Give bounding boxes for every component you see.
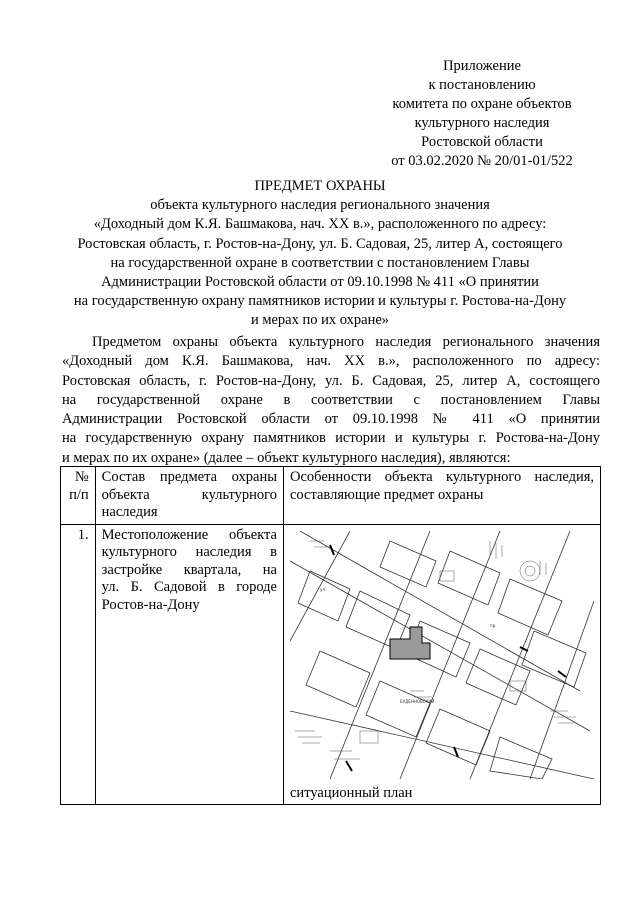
header-cell-features: Особенности объекта культурного наследия, составляющие предмет охраны bbox=[284, 467, 601, 525]
appendix-line: культурного наследия bbox=[414, 115, 550, 131]
appendix-header bbox=[362, 57, 602, 171]
appendix-line: Ростовской области bbox=[421, 134, 543, 150]
table-row bbox=[61, 524, 601, 805]
title-line: «Доходный дом К.Я. Башмакова, нач. ХХ в.», расположенного по адресу: bbox=[93, 216, 547, 233]
header-cell-composition: Состав предмета охраны объекта культурного наследия bbox=[95, 467, 283, 525]
svg-text:БУДЕННОВСКИЙ: БУДЕННОВСКИЙ bbox=[400, 698, 435, 704]
svg-text:ул.: ул. bbox=[320, 586, 327, 592]
title-line: на государственной охране в соответствии с постановлением Главы bbox=[110, 254, 530, 271]
title-line: Ростовская область, г. Ростов-на-Дону, ул. Б. Садовая, 25, литер А, состоящего bbox=[77, 235, 563, 252]
document-heading: ПРЕДМЕТ ОХРАНЫ bbox=[254, 178, 386, 194]
body-line: Администрации Ростовской области от 09.10.1998 № 411 «О принятии bbox=[62, 411, 600, 428]
situation-plan-map bbox=[290, 531, 594, 779]
title-line: Администрации Ростовской области от 09.10.1998 № 411 «О принятии bbox=[101, 274, 539, 291]
appendix-line: комитета по охране объектов bbox=[392, 96, 572, 112]
row-composition: Местоположение объекта культурного наследия в застройке квартала, на ул. Б. Садовой в городе Ростов-на-Дону bbox=[95, 524, 283, 805]
title-line: и мерах по их охране» bbox=[250, 312, 390, 329]
row-features bbox=[284, 524, 601, 805]
title-line: на государственную охрану памятников истории и культуры г. Ростова-на-Дону bbox=[73, 293, 567, 310]
body-line: и мерах по их охране» (далее – объект культурного наследия), являются: bbox=[62, 449, 511, 466]
body-line: на государственной охране в соответствии с постановлением Главы bbox=[62, 391, 600, 408]
body-line: «Доходный дом К.Я. Башмакова, нач. ХХ в.», расположенного по адресу: bbox=[62, 353, 600, 370]
appendix-line: к постановлению bbox=[428, 77, 536, 93]
header-cell-number: № п/п bbox=[61, 467, 96, 525]
svg-text:пр.: пр. bbox=[490, 622, 497, 628]
body-line: Ростовская область, г. Ростов-на-Дону, ул. Б. Садовая, 25, литер А, состоящего bbox=[62, 372, 600, 389]
row-number: 1. bbox=[61, 524, 96, 805]
document-title-block bbox=[40, 177, 600, 331]
title-line: объекта культурного наследия регионального значения bbox=[150, 197, 490, 214]
map-caption: ситуационный план bbox=[290, 784, 413, 801]
appendix-line: Приложение bbox=[443, 58, 521, 74]
appendix-line: от 03.02.2020 № 20/01-01/522 bbox=[391, 153, 573, 169]
body-paragraph bbox=[62, 333, 600, 468]
table-header-row bbox=[61, 467, 601, 525]
body-line: Предметом охраны объекта культурного наследия регионального значения bbox=[92, 334, 600, 350]
protection-subject-table bbox=[60, 466, 601, 805]
body-line: на государственную охрану памятников истории и культуры г. Ростова-на-Дону bbox=[62, 430, 600, 447]
